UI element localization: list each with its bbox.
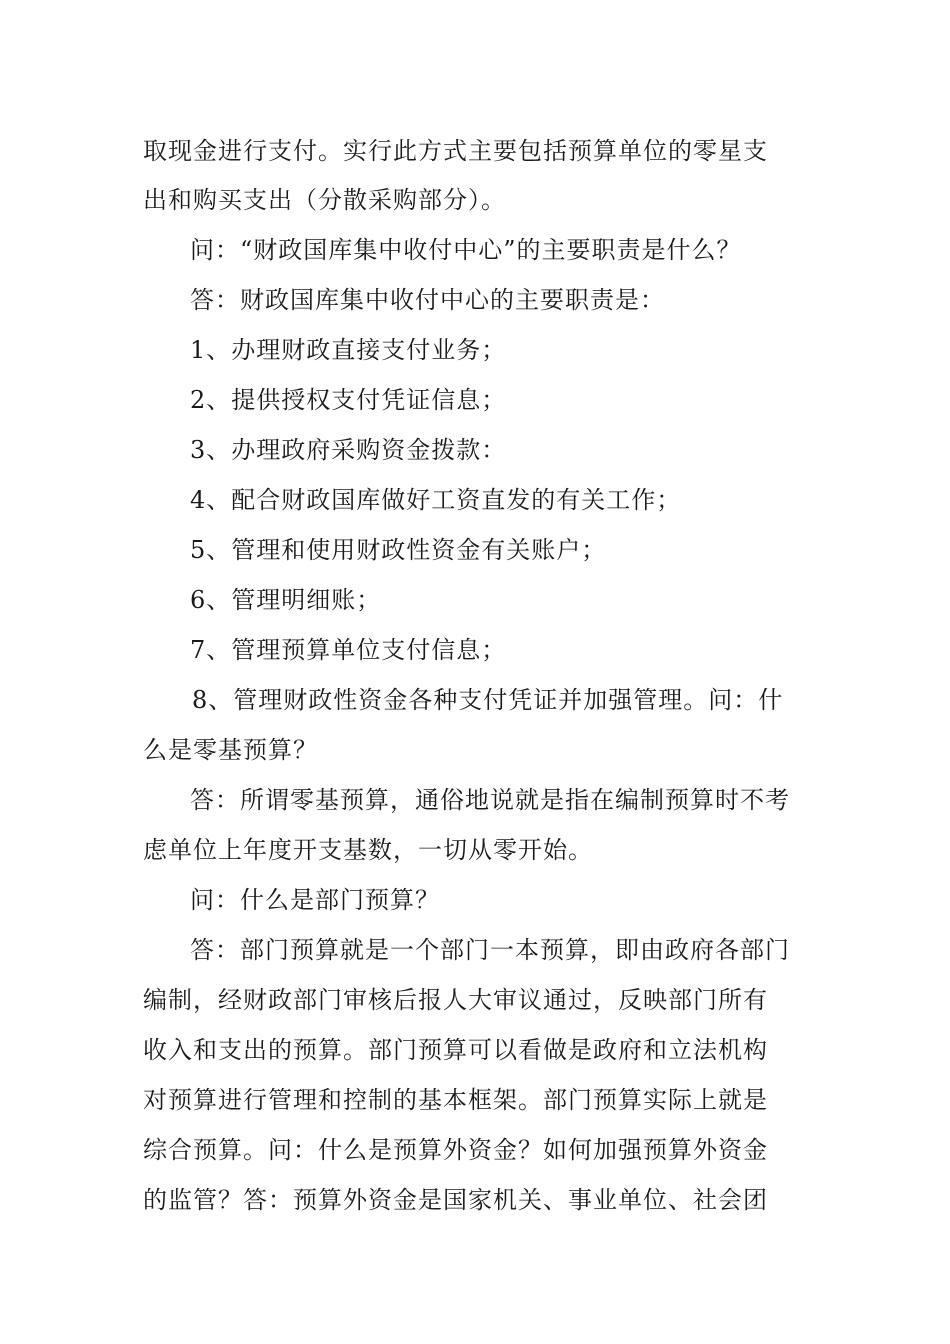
- list-item: 3、办理政府采购资金拨款：: [190, 436, 507, 464]
- text-line: 取现金进行支付。实行此方式主要包括预算单位的零星支: [143, 137, 768, 165]
- text-line: 出和购买支出（分散采购部分）。: [143, 186, 506, 214]
- text-line: 综合预算。问：什么是预算外资金？如何加强预算外资金: [143, 1136, 768, 1164]
- list-item: 5、管理和使用财政性资金有关账户；: [190, 536, 607, 564]
- answer-line: 答：部门预算就是一个部门一本预算，即由政府各部门: [190, 936, 790, 964]
- question-line: 问：什么是部门预算？: [190, 886, 440, 914]
- text-line: 的监管？答：预算外资金是国家机关、事业单位、社会团: [143, 1186, 768, 1214]
- list-item: 4、配合财政国库做好工资直发的有关工作；: [190, 486, 682, 514]
- answer-line: 答：财政国库集中收付中心的主要职责是：: [190, 286, 665, 314]
- answer-line: 答：所谓零基预算，通俗地说就是指在编制预算时不考: [190, 786, 790, 814]
- list-item: 6、管理明细账；: [190, 586, 382, 614]
- question-line: 问：“财政国库集中收付中心”的主要职责是什么？: [190, 236, 742, 264]
- text-line: 么是零基预算？: [143, 736, 318, 764]
- text-line: 编制，经财政部门审核后报人大审议通过，反映部门所有: [143, 986, 768, 1014]
- text-line: 虑单位上年度开支基数，一切从零开始。: [143, 836, 593, 864]
- text-line: 对预算进行管理和控制的基本框架。部门预算实际上就是: [143, 1086, 768, 1114]
- list-item: 7、管理预算单位支付信息；: [190, 636, 507, 664]
- list-item: 8、管理财政性资金各种支付凭证并加强管理。问：什: [192, 686, 784, 714]
- text-line: 收入和支出的预算。部门预算可以看做是政府和立法机构: [143, 1036, 768, 1064]
- list-item: 2、提供授权支付凭证信息；: [190, 386, 507, 414]
- list-item: 1、办理财政直接支付业务；: [190, 336, 507, 364]
